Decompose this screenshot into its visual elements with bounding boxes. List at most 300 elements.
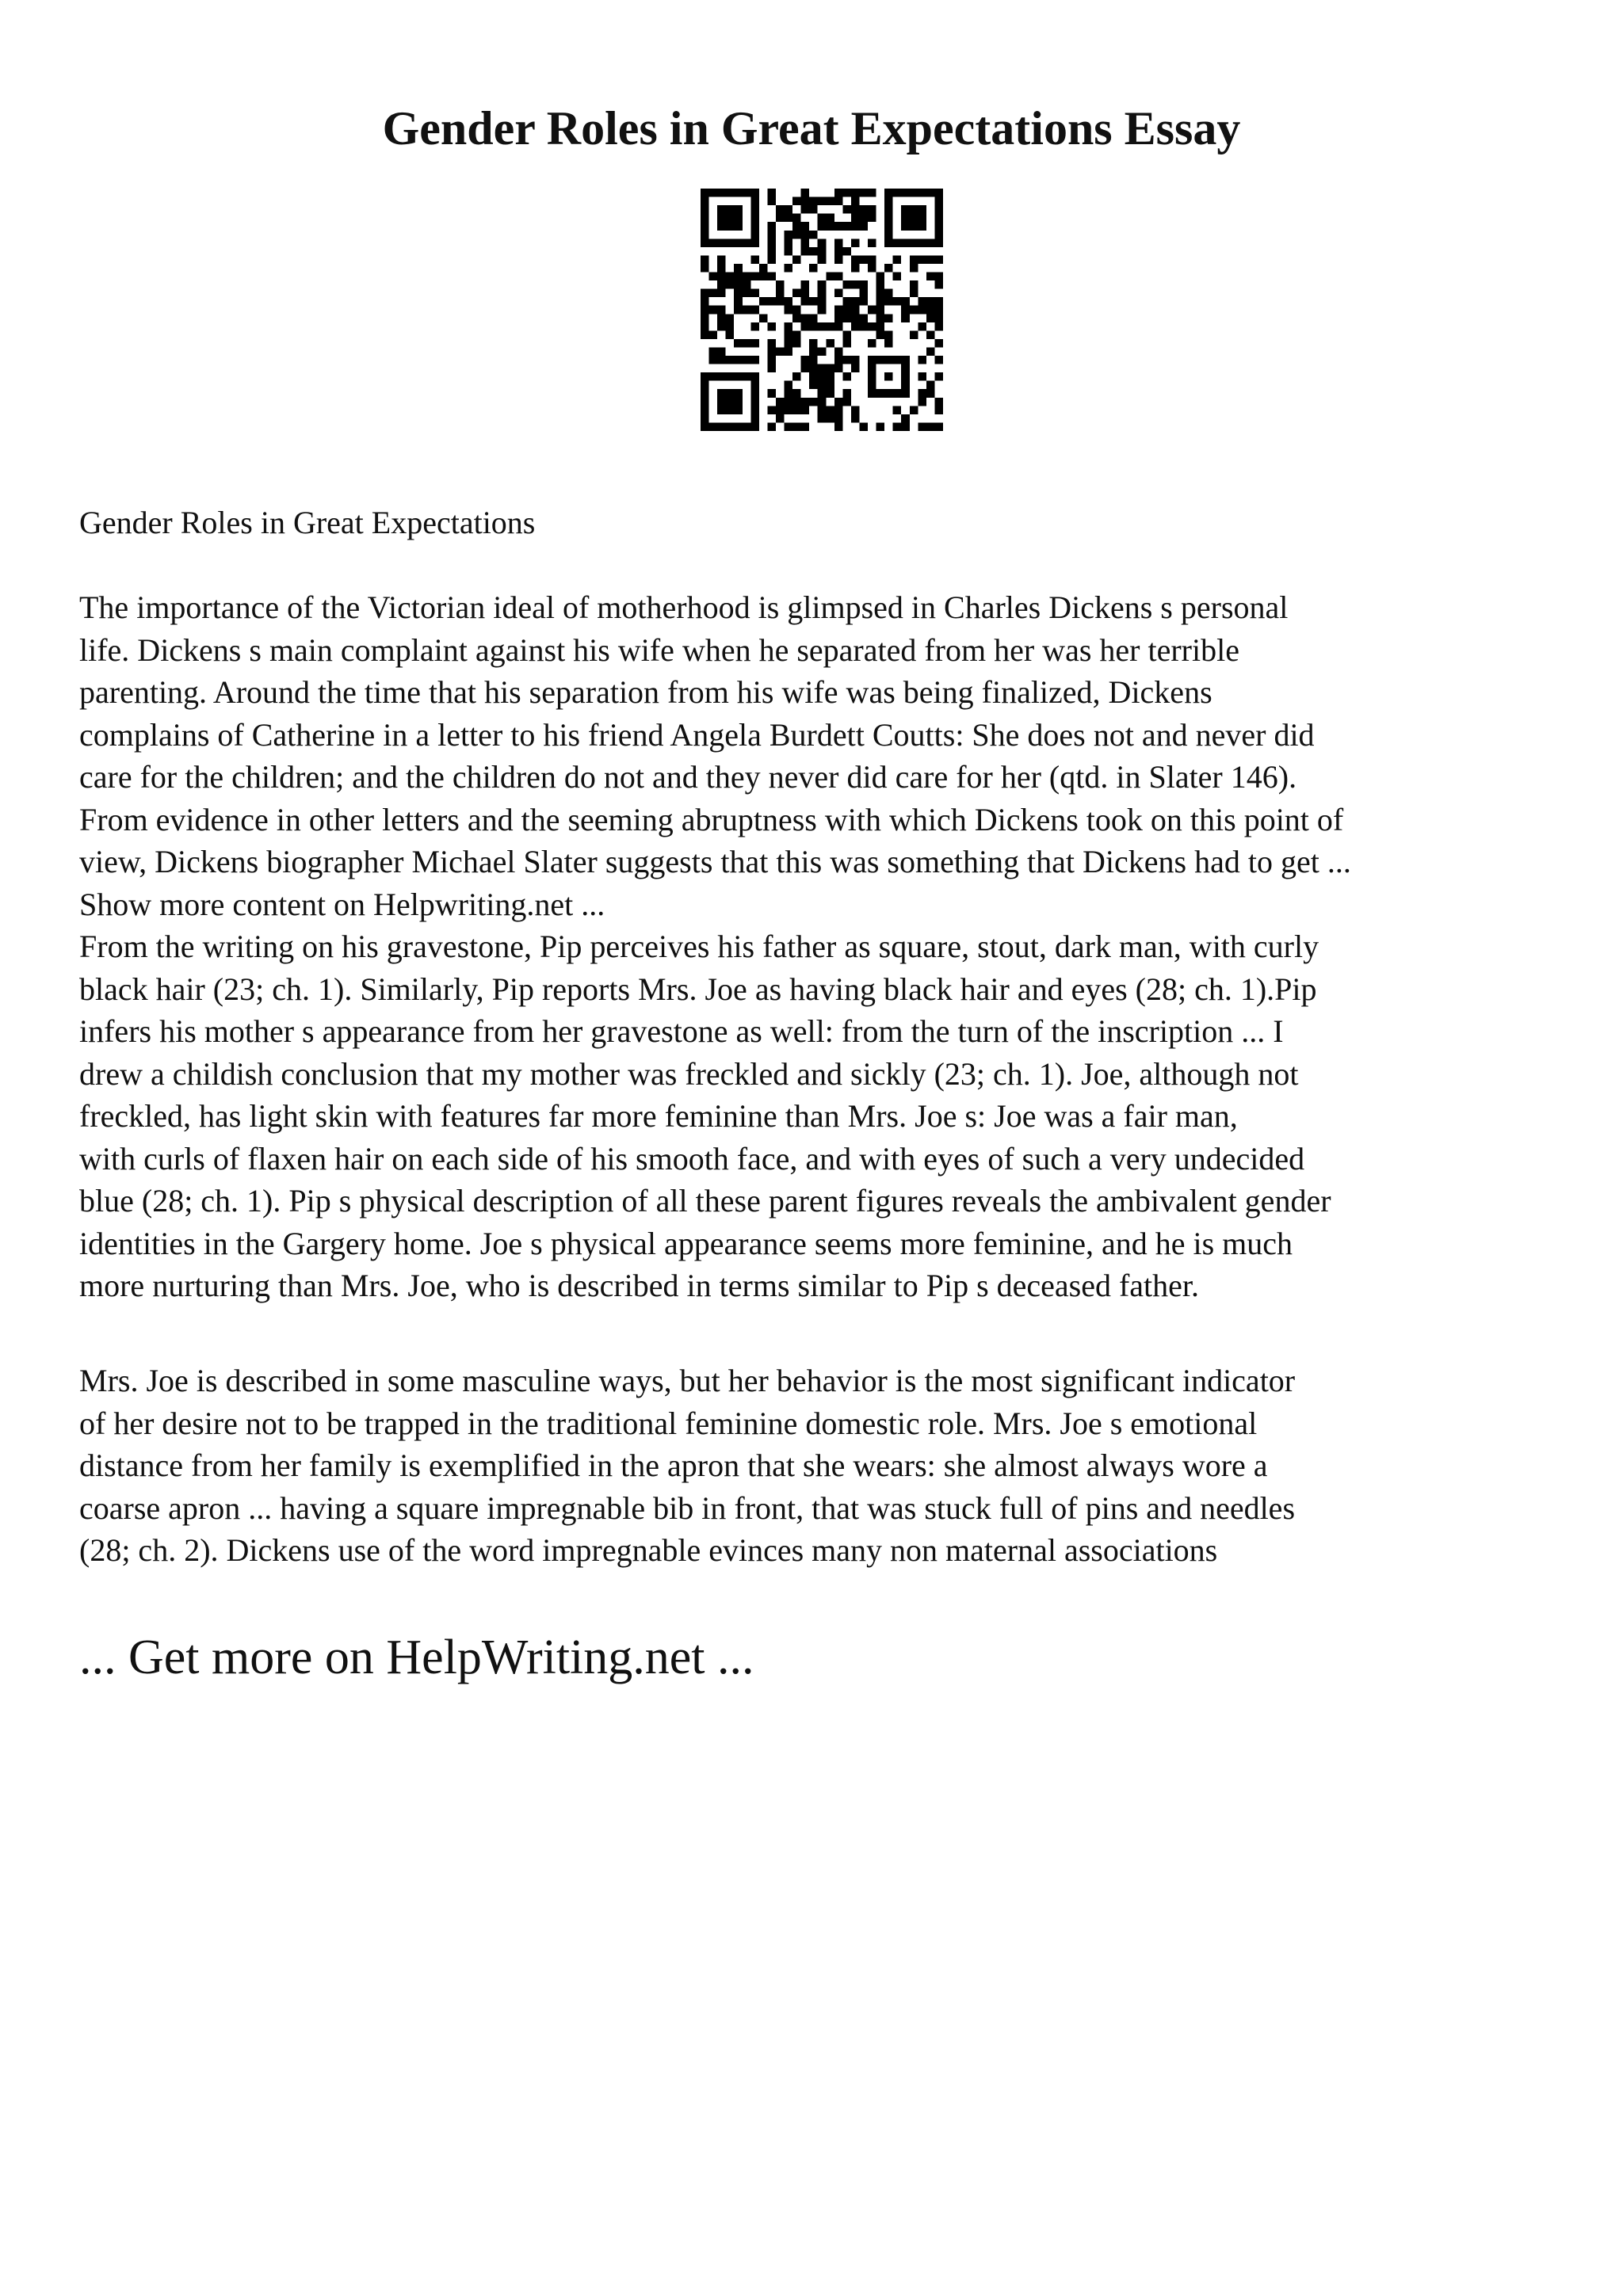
qr-module xyxy=(743,280,751,289)
qr-module xyxy=(934,398,943,406)
qr-module xyxy=(709,306,718,315)
qr-module xyxy=(934,255,943,264)
qr-module xyxy=(776,347,785,356)
qr-module xyxy=(701,297,709,306)
qr-module xyxy=(717,322,726,331)
qr-module xyxy=(717,356,726,364)
qr-module xyxy=(717,273,726,281)
qr-module xyxy=(701,255,709,264)
qr-module xyxy=(801,297,810,306)
qr-module xyxy=(868,189,876,197)
qr-module xyxy=(918,389,926,398)
qr-module xyxy=(743,356,751,364)
qr-module xyxy=(876,422,885,431)
qr-module xyxy=(834,289,843,298)
qr-module xyxy=(709,289,718,298)
qr-module xyxy=(785,330,793,339)
qr-module xyxy=(809,372,818,381)
qr-module xyxy=(792,389,801,398)
qr-module xyxy=(801,289,810,298)
qr-module xyxy=(834,347,843,356)
qr-module xyxy=(726,330,735,339)
qr-module xyxy=(934,322,943,331)
qr-module xyxy=(818,214,827,223)
qr-module xyxy=(826,414,834,423)
qr-module xyxy=(801,280,810,289)
qr-module xyxy=(834,273,843,281)
qr-module xyxy=(834,306,843,315)
qr-module xyxy=(785,231,793,239)
qr-module xyxy=(785,264,793,273)
qr-module xyxy=(934,306,943,315)
qr-module xyxy=(851,222,860,231)
qr-module xyxy=(709,330,718,339)
qr-module xyxy=(926,330,935,339)
qr-module xyxy=(842,247,851,256)
paragraph-line: parenting. Around the time that his separation from his wife was being finalized, Dickens xyxy=(79,674,1212,710)
qr-module xyxy=(868,322,876,331)
qr-module xyxy=(884,264,893,273)
qr-module xyxy=(717,264,726,273)
qr-module xyxy=(701,322,709,331)
qr-module xyxy=(792,422,801,431)
qr-module xyxy=(934,372,943,381)
qr-module xyxy=(701,330,709,339)
qr-module xyxy=(851,314,860,322)
qr-module xyxy=(785,322,793,331)
qr-module xyxy=(792,289,801,298)
qr-module xyxy=(910,280,918,289)
qr-module xyxy=(734,306,743,315)
qr-module xyxy=(801,189,810,197)
qr-module xyxy=(851,356,860,364)
qr-module xyxy=(876,322,885,331)
qr-module xyxy=(918,422,926,431)
qr-module xyxy=(792,372,801,381)
qr-module xyxy=(842,280,851,289)
qr-module xyxy=(834,406,843,414)
qr-module xyxy=(834,364,843,373)
qr-module xyxy=(734,273,743,281)
qr-module xyxy=(809,247,818,256)
qr-module xyxy=(851,306,860,315)
qr-module xyxy=(851,406,860,414)
qr-module xyxy=(785,398,793,406)
qr-module xyxy=(750,306,759,315)
qr-module xyxy=(750,273,759,281)
paragraph-line: care for the children; and the children do not and they never did care for her (qtd. in Slater 146). xyxy=(79,759,1297,795)
qr-module xyxy=(767,322,776,331)
qr-module xyxy=(842,398,851,406)
qr-module xyxy=(801,314,810,322)
qr-module xyxy=(701,289,709,298)
qr-module xyxy=(926,314,935,322)
qr-module xyxy=(801,197,810,206)
qr-module xyxy=(801,398,810,406)
qr-module xyxy=(851,364,860,373)
qr-module xyxy=(834,197,843,206)
qr-module xyxy=(818,364,827,373)
qr-module xyxy=(859,322,868,331)
qr-module xyxy=(910,406,918,414)
qr-module xyxy=(785,347,793,356)
qr-module xyxy=(842,372,851,381)
qr-module xyxy=(842,389,851,398)
qr-module xyxy=(926,255,935,264)
qr-module xyxy=(726,356,735,364)
qr-module xyxy=(859,289,868,298)
qr-module xyxy=(826,273,834,281)
paragraph-line: Mrs. Joe is described in some masculine ways, but her behavior is the most significant indicator xyxy=(79,1363,1296,1398)
qr-module xyxy=(717,306,726,315)
qr-module xyxy=(743,289,751,298)
qr-module xyxy=(834,314,843,322)
qr-module xyxy=(818,247,827,256)
show-more-link[interactable]: Show more content on Helpwriting.net ... xyxy=(79,886,605,922)
paragraph-line: (28; ch. 2). Dickens use of the word impregnable evinces many non maternal associations xyxy=(79,1532,1218,1568)
qr-module xyxy=(876,306,885,315)
qr-module xyxy=(859,255,868,264)
qr-module xyxy=(792,231,801,239)
qr-module xyxy=(801,205,810,214)
qr-module xyxy=(717,255,726,264)
qr-module xyxy=(834,189,843,197)
qr-module xyxy=(926,389,935,398)
qr-module xyxy=(842,297,851,306)
qr-module xyxy=(868,255,876,264)
qr-module xyxy=(767,364,776,373)
qr-module xyxy=(750,255,759,264)
qr-module xyxy=(834,238,843,247)
qr-module xyxy=(884,339,893,348)
qr-module xyxy=(792,330,801,339)
qr-module xyxy=(834,222,843,231)
qr-module xyxy=(726,322,735,331)
qr-module xyxy=(818,255,827,264)
qr-module xyxy=(734,280,743,289)
paragraph-line: view, Dickens biographer Michael Slater suggests that this was something that Dickens had to get ... xyxy=(79,844,1351,879)
qr-module xyxy=(785,205,793,214)
qr-module xyxy=(750,322,759,331)
qr-module xyxy=(884,330,893,339)
qr-module xyxy=(884,297,893,306)
qr-module xyxy=(785,339,793,348)
qr-module xyxy=(859,222,868,231)
qr-module xyxy=(918,372,926,381)
qr-module xyxy=(834,414,843,423)
qr-module xyxy=(801,364,810,373)
qr-module xyxy=(893,422,902,431)
qr-module xyxy=(834,356,843,364)
qr-module xyxy=(868,339,876,348)
qr-module xyxy=(734,339,743,348)
qr-module xyxy=(709,273,718,281)
qr-module xyxy=(792,255,801,264)
qr-module xyxy=(851,264,860,273)
paragraph-line: identities in the Gargery home. Joe s physical appearance seems more feminine, and he is much xyxy=(79,1225,1293,1261)
qr-module xyxy=(934,297,943,306)
qr-module xyxy=(818,322,827,331)
qr-module xyxy=(842,356,851,364)
qr-module xyxy=(851,205,860,214)
qr-module xyxy=(717,280,726,289)
qr-module xyxy=(868,214,876,223)
qr-module xyxy=(818,297,827,306)
qr-module xyxy=(910,330,918,339)
qr-module xyxy=(934,314,943,322)
get-more-link[interactable]: ... Get more on HelpWriting.net ... xyxy=(79,1630,754,1684)
qr-module xyxy=(750,356,759,364)
qr-module xyxy=(876,289,885,298)
qr-module xyxy=(934,356,943,364)
qr-module xyxy=(776,214,785,223)
qr-module xyxy=(876,280,885,289)
qr-module xyxy=(792,197,801,206)
paragraph-line: with curls of flaxen hair on each side of his smooth face, and with eyes of such a very undecided xyxy=(79,1140,1305,1177)
qr-module xyxy=(809,264,818,273)
qr-module xyxy=(826,389,834,398)
qr-module xyxy=(842,189,851,197)
qr-code-icon xyxy=(701,189,943,431)
qr-module xyxy=(767,347,776,356)
qr-module xyxy=(792,339,801,348)
qr-module xyxy=(868,306,876,315)
qr-module xyxy=(910,255,918,264)
qr-module xyxy=(801,422,810,431)
qr-module xyxy=(934,339,943,348)
qr-module xyxy=(818,372,827,381)
qr-module xyxy=(767,297,776,306)
qr-module xyxy=(809,297,818,306)
qr-module xyxy=(792,314,801,322)
qr-module xyxy=(709,356,718,364)
qr-module xyxy=(910,289,918,298)
paragraph-1 xyxy=(79,586,1569,925)
qr-module xyxy=(743,273,751,281)
qr-module xyxy=(859,422,868,431)
qr-module xyxy=(792,306,801,315)
qr-module xyxy=(818,280,827,289)
qr-module xyxy=(717,314,726,322)
qr-module xyxy=(910,264,918,273)
qr-module xyxy=(701,264,709,273)
qr-module xyxy=(717,289,726,298)
qr-module xyxy=(851,322,860,331)
qr-module xyxy=(809,322,818,331)
qr-module xyxy=(826,406,834,414)
qr-module xyxy=(884,289,893,298)
qr-module xyxy=(834,247,843,256)
qr-module xyxy=(701,314,709,322)
qr-module xyxy=(750,339,759,348)
qr-module xyxy=(818,289,827,298)
qr-module xyxy=(818,222,827,231)
qr-module xyxy=(767,255,776,264)
qr-module xyxy=(901,414,910,423)
qr-module xyxy=(934,273,943,281)
qr-module xyxy=(893,406,902,414)
qr-module xyxy=(901,314,910,322)
qr-module xyxy=(701,306,709,315)
qr-module xyxy=(918,322,926,331)
qr-module xyxy=(767,339,776,348)
qr-module xyxy=(792,398,801,406)
qr-module xyxy=(826,339,834,348)
document-title: Gender Roles in Great Expectations Essay xyxy=(382,102,1241,154)
qr-module xyxy=(818,414,827,423)
qr-module xyxy=(767,389,776,398)
qr-module xyxy=(834,255,843,264)
paragraph-2 xyxy=(79,925,1569,1307)
qr-module xyxy=(818,398,827,406)
qr-module xyxy=(809,347,818,356)
qr-module xyxy=(851,214,860,223)
qr-module xyxy=(809,339,818,348)
qr-module xyxy=(842,314,851,322)
qr-module xyxy=(851,414,860,423)
paragraph-line: drew a childish conclusion that my mother was freckled and sickly (23; ch. 1). Joe, although not xyxy=(79,1055,1299,1092)
qr-module xyxy=(726,280,735,289)
qr-module xyxy=(776,289,785,298)
qr-module xyxy=(934,280,943,289)
qr-module xyxy=(826,222,834,231)
qr-module xyxy=(785,247,793,256)
qr-module xyxy=(785,214,793,223)
qr-module xyxy=(826,197,834,206)
qr-module xyxy=(776,414,785,423)
qr-module xyxy=(734,356,743,364)
qr-module xyxy=(926,273,935,281)
qr-module xyxy=(792,406,801,414)
paragraph-line: more nurturing than Mrs. Joe, who is described in terms similar to Pip s deceased father. xyxy=(79,1268,1200,1303)
qr-module xyxy=(926,297,935,306)
qr-module xyxy=(759,264,768,273)
qr-module xyxy=(809,231,818,239)
qr-module xyxy=(884,314,893,322)
paragraph-line: The importance of the Victorian ideal of motherhood is glimpsed in Charles Dickens s personal xyxy=(79,589,1289,625)
paragraph-line: From the writing on his gravestone, Pip perceives his father as square, stout, dark man, with curly xyxy=(79,929,1319,964)
qr-module xyxy=(726,314,735,322)
qr-module xyxy=(767,247,776,256)
paragraph-line: life. Dickens s main complaint against his wife when he separated from her was her terrible xyxy=(79,631,1239,668)
qr-module xyxy=(826,214,834,223)
essay-subtitle: Gender Roles in Great Expectations xyxy=(79,505,536,540)
qr-module xyxy=(842,330,851,339)
qr-module xyxy=(842,306,851,315)
qr-module xyxy=(809,381,818,390)
qr-module xyxy=(767,222,776,231)
qr-module xyxy=(801,356,810,364)
qr-module xyxy=(776,205,785,214)
qr-module xyxy=(726,273,735,281)
qr-module xyxy=(851,197,860,206)
qr-module xyxy=(851,280,860,289)
qr-module xyxy=(893,273,902,281)
qr-module xyxy=(801,238,810,247)
qr-module xyxy=(809,314,818,322)
qr-module xyxy=(876,297,885,306)
qr-module xyxy=(893,297,902,306)
qr-module xyxy=(785,238,793,247)
qr-module xyxy=(734,264,743,273)
qr-module xyxy=(792,214,801,223)
qr-module xyxy=(818,347,827,356)
qr-module xyxy=(759,273,768,281)
qr-module xyxy=(851,297,860,306)
qr-module xyxy=(818,381,827,390)
qr-module xyxy=(767,356,776,364)
qr-module xyxy=(826,372,834,381)
qr-module xyxy=(910,306,918,315)
qr-module xyxy=(767,189,776,197)
qr-module xyxy=(826,322,834,331)
qr-module xyxy=(926,422,935,431)
qr-module xyxy=(859,189,868,197)
qr-module xyxy=(801,322,810,331)
qr-module xyxy=(851,189,860,197)
qr-module xyxy=(851,238,860,247)
qr-module xyxy=(834,322,843,331)
qr-module xyxy=(750,289,759,298)
qr-module xyxy=(785,406,793,414)
qr-module xyxy=(842,205,851,214)
qr-module xyxy=(868,205,876,214)
qr-module xyxy=(868,264,876,273)
paragraph-line: freckled, has light skin with features far more feminine than Mrs. Joe s: Joe was a fair man, xyxy=(79,1098,1238,1134)
qr-module xyxy=(876,273,885,281)
qr-module xyxy=(859,314,868,322)
qr-module xyxy=(809,364,818,373)
qr-module xyxy=(767,231,776,239)
qr-module xyxy=(801,231,810,239)
qr-module xyxy=(818,306,827,315)
qr-module xyxy=(876,330,885,339)
paragraph-line: blue (28; ch. 1). Pip s physical description of all these parent figures reveals the ambivalent gender xyxy=(79,1183,1331,1219)
qr-module xyxy=(801,247,810,256)
qr-module xyxy=(776,280,785,289)
paragraph-line: coarse apron ... having a square impregnable bib in front, that was stuck full of pins and needles xyxy=(79,1489,1296,1526)
qr-module xyxy=(893,255,902,264)
qr-module xyxy=(743,339,751,348)
paragraph-line: complains of Catherine in a letter to his friend Angela Burdett Coutts: She does not and never did xyxy=(79,716,1315,753)
paragraph-3 xyxy=(79,1360,1569,1572)
qr-module xyxy=(868,238,876,247)
qr-module xyxy=(785,389,793,398)
qr-module xyxy=(785,297,793,306)
qr-module xyxy=(785,306,793,315)
qr-module xyxy=(934,422,943,431)
qr-module xyxy=(759,297,768,306)
qr-module xyxy=(801,406,810,414)
qr-module xyxy=(876,314,885,322)
qr-module xyxy=(776,406,785,414)
qr-module xyxy=(926,347,935,356)
qr-module xyxy=(826,364,834,373)
qr-module xyxy=(809,356,818,364)
qr-module xyxy=(859,205,868,214)
qr-module xyxy=(717,347,726,356)
qr-module xyxy=(918,255,926,264)
qr-module xyxy=(767,238,776,247)
qr-module xyxy=(809,398,818,406)
paragraph-line: black hair (23; ch. 1). Similarly, Pip reports Mrs. Joe as having black hair and eyes (28; ch. 1).Pip xyxy=(79,971,1317,1007)
qr-module xyxy=(918,398,926,406)
qr-module xyxy=(734,297,743,306)
qr-module xyxy=(785,381,793,390)
qr-module xyxy=(785,422,793,431)
qr-module xyxy=(901,306,910,315)
paragraph-line: distance from her family is exemplified in the apron that she wears: she almost always wore a xyxy=(79,1447,1268,1483)
